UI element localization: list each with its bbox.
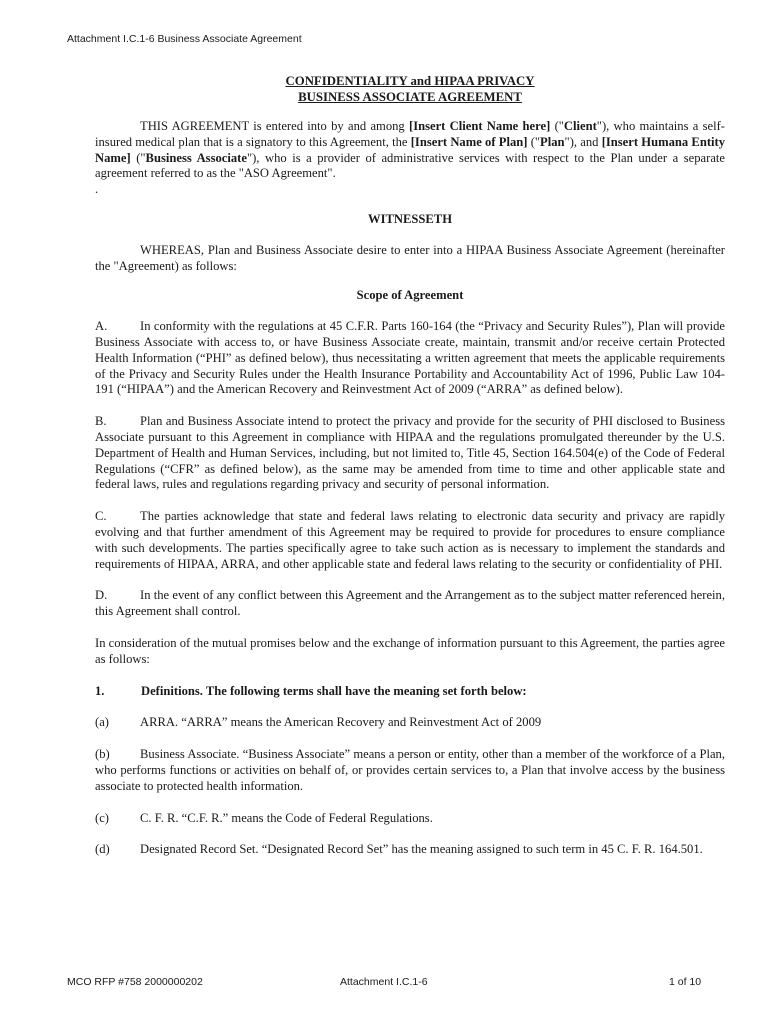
definition-label: (b) (95, 747, 110, 762)
intro-text: (" (550, 119, 564, 133)
humana-entity-placeholder: [Insert Humana Entity Name] (95, 134, 726, 165)
paragraph-text: Plan and Business Associate intend to protect the privacy and provide for the security of PHI disclosed to Business Associate pursuant to this Agreement in compliance with HIPAA and the regulations promulgated thereunder by the U.S. Department of Health and Human Services, including, but not limited to, Title 45, Section 164.504(e) of the Code of Federal Regulations (“CFR” as defined below), as the same may be amended from time to time and other applicable state and federal laws, rules and regulations regarding privacy and security of personal information. (95, 414, 725, 492)
section-number: 1. (95, 683, 105, 698)
document-body (95, 73, 725, 858)
footer-rfp-number: MCO RFP #758 2000000202 (67, 976, 203, 988)
scope-heading: Scope of Agreement (356, 288, 464, 303)
intro-text: "), who maintains a self-insured medical plan that is a signatory to this Agreement, the (95, 119, 725, 149)
paragraph-text: The parties acknowledge that state and federal laws relating to electronic data security and privacy are rapidly evolving and that further amendment of this Agreement may be required to provide for procedures to ensure compliance with such developments. The parties specifically agree to take such action as is necessary to implement the standards and requirements of HIPAA, ARRA, and other applicable state and federal laws relating to the security or confidentiality of PHI. (95, 509, 725, 571)
intro-paragraph (95, 119, 725, 182)
definition-c (95, 811, 725, 827)
definition-b (95, 747, 725, 794)
business-associate-term: Business Associate (145, 150, 247, 165)
paragraph-b (95, 414, 725, 493)
definition-text: Designated Record Set. “Designated Record Set” has the meaning assigned to such term in 45 C. F. R. 164.501. (140, 842, 703, 857)
document-title-line2: BUSINESS ASSOCIATE AGREEMENT (298, 90, 522, 104)
intro-text: THIS AGREEMENT is entered into by and among (140, 119, 409, 133)
paragraph-label: C. (95, 509, 107, 524)
section-1-heading (95, 684, 725, 700)
intro-text: (" (130, 150, 146, 165)
plan-term: Plan (540, 134, 565, 149)
plan-name-placeholder: [Insert Name of Plan] (410, 134, 528, 149)
client-term: Client (563, 119, 597, 133)
section-heading-text: Definitions. The following terms shall have the meaning set forth below: (141, 683, 527, 698)
paragraph-text: In conformity with the regulations at 45 C.F.R. Parts 160-164 (the “Privacy and Security Rules”), Plan will provide Business Associate with access to, or have Business Associate create, maintain, transmit and/or receive certain Protected Health Information (“PHI” as defined below), thus necessitating a written agreement that meets the applicable requirements of the Privacy and Security Rules under the Health Insurance Portability and Accountability Act of 1996, Public Law 104-191 (“HIPAA”) and the American Recovery and Reinvestment Act of 2009 (“ARRA” as defined below). (95, 319, 725, 397)
definition-text: C. F. R. “C.F. R.” means the Code of Federal Regulations. (140, 810, 433, 825)
whereas-paragraph: WHEREAS, Plan and Business Associate desire to enter into a HIPAA Business Associate Agreement (hereinafter the "Agreement) as follows: (95, 242, 725, 273)
paragraph-d (95, 588, 725, 620)
definition-d (95, 842, 725, 858)
document-title-line1: CONFIDENTIALITY and HIPAA PRIVACY (285, 74, 535, 88)
paragraph-a (95, 319, 725, 398)
paragraph-label: D. (95, 588, 108, 603)
definition-text: ARRA. “ARRA” means the American Recovery and Reinvestment Act of 2009 (140, 715, 542, 730)
footer-page-number: 1 of 10 (669, 976, 702, 988)
page-header: Attachment I.C.1-6 Business Associate Agreement (67, 33, 302, 45)
definition-label: (d) (95, 842, 110, 857)
definition-label: (a) (95, 715, 109, 730)
paragraph-c (95, 509, 725, 572)
footer-attachment: Attachment I.C.1-6 (340, 976, 428, 988)
paragraph-text: In the event of any conflict between this Agreement and the Arrangement as to the subject matter referenced herein, this Agreement shall control. (95, 588, 725, 619)
intro-dot: . (95, 182, 99, 197)
client-name-placeholder: [Insert Client Name here] (409, 119, 551, 133)
witnesseth-heading: WITNESSETH (368, 211, 452, 226)
definition-a (95, 715, 725, 731)
definition-text: Business Associate. “Business Associate” means a person or entity, other than a member of the workforce of a Plan, who performs functions or activities on behalf of, or provides certain services to, a Plan that involve access by the business associate to protected health information. (95, 747, 725, 793)
intro-text: "), and (564, 134, 602, 149)
intro-text: (" (527, 134, 541, 149)
intro-text: "), who is a provider of administrative services with respect to the Plan under a separate agreement referred to as the "ASO Agreement". (95, 150, 725, 181)
consideration-paragraph: In consideration of the mutual promises below and the exchange of information pursuant to this Agreement, the parties agree as follows: (95, 635, 725, 666)
paragraph-label: A. (95, 319, 108, 334)
definition-label: (c) (95, 810, 109, 825)
paragraph-label: B. (95, 414, 107, 429)
